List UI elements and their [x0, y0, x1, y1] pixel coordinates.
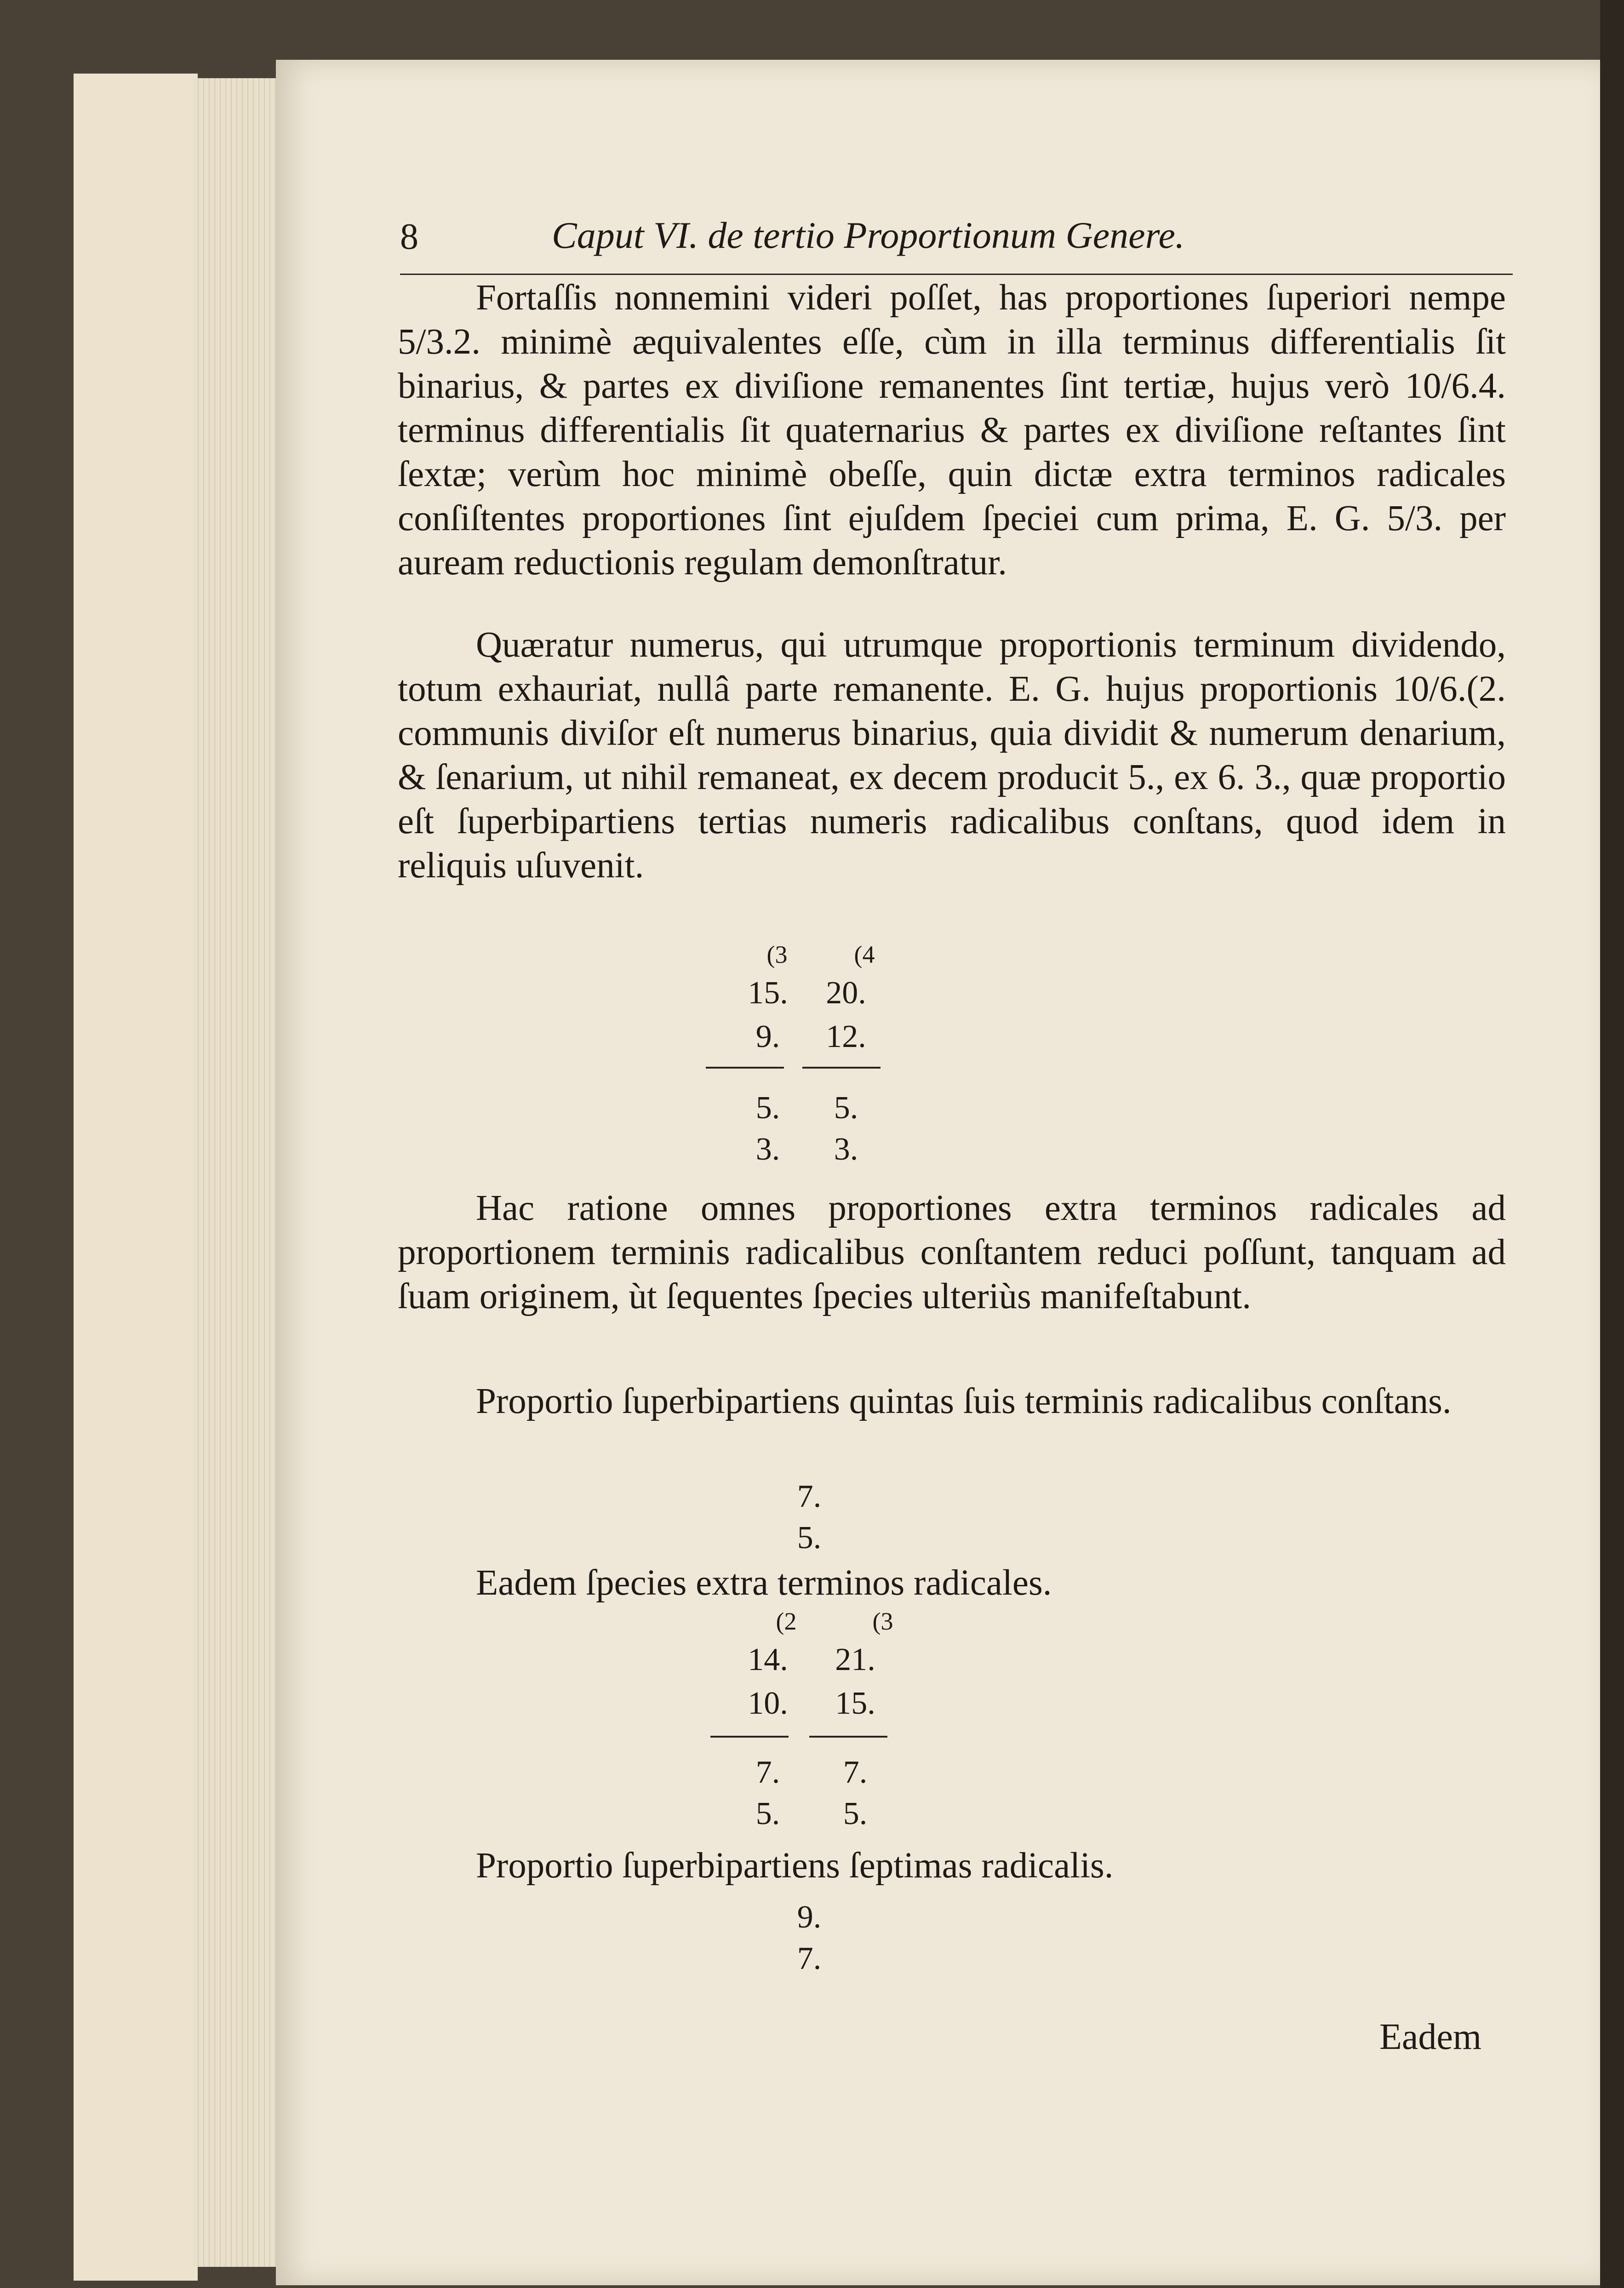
paragraph-3: Hac ratione omnes proportiones extra terminos radicales ad proportionem terminis radicalibus conſtantem reduci poſſunt, tanquam ad ſuam originem, ùt ſequentes ſpecies ulteriùs manifeſtabunt. [398, 1188, 1506, 1316]
fig3-col2-top: 21. [835, 1642, 875, 1677]
fig3-col1-result-top: 7. [755, 1755, 780, 1790]
paragraph-4: Proportio ſuperbipartiens quintas ſuis terminis radicalibus conſtans. [476, 1381, 1452, 1421]
fig1-col1-divisor: (3 [766, 941, 788, 968]
fig1-rule-1 [706, 1067, 784, 1069]
fig1-col1-top: 15. [748, 975, 788, 1011]
background-right [1600, 0, 1624, 2288]
fig1-rule-2 [802, 1067, 881, 1069]
paragraph-2: Quæratur numerus, qui utrumque proportionis terminum dividendo, totum exhauriat, nullâ parte remanente. E. G. hujus proportionis 10/6.(2. communis diviſor eſt numerus binarius, quia dividit & numerum denarium, & ſenarium, ut nihil remaneat, ex decem producit 5., ex 6. 3., quæ proportio eſt ſuperbipartiens tertias numeris radicalibus conſtans, quod idem in reliquis uſuvenit. [398, 625, 1506, 886]
paragraph-5: Eadem ſpecies extra terminos radicales. [476, 1563, 1052, 1603]
fig2-bottom: 5. [797, 1520, 822, 1556]
page-number: 8 [400, 217, 418, 257]
page-block-left [74, 74, 198, 2281]
fig1-col2-result-top: 5. [834, 1090, 858, 1126]
fig1-col2-result-bottom: 3. [834, 1132, 858, 1167]
fig3-col2-divisor: (3 [872, 1607, 893, 1635]
fig1-col1-result-bottom: 3. [755, 1132, 780, 1167]
paragraph-1: Fortaſſis nonnemini videri poſſet, has proportiones ſuperiori nempe 5/3.2. minimè æquivalentes eſſe, cùm in illa terminus differentialis ſit binarius, & partes ex diviſione remanentes ſint tertiæ, hujus verò 10/6.4. terminus differentialis ſit quaternarius & partes ex diviſione reſtantes ſint ſextæ; verùm hoc minimè obeſſe, quin dictæ extra terminos radicales conſiſtentes proportiones ſint ejuſdem ſpeciei cum prima, E. G. 5/3. per auream reductionis regulam demonſtratur. [398, 278, 1506, 583]
page-edges [193, 78, 285, 2267]
fig1-col2-divisor: (4 [854, 941, 875, 968]
fig3-col1-top: 14. [748, 1642, 788, 1677]
fig3-col1-bottom: 10. [748, 1686, 788, 1721]
fig1-col1-result-top: 5. [755, 1090, 780, 1126]
fig4-top: 9. [797, 1899, 822, 1935]
fig3-col2-result-top: 7. [843, 1755, 868, 1790]
catchword: Eadem [1379, 2017, 1482, 2057]
fig1-col2-bottom: 12. [826, 1019, 866, 1054]
fig1-col1-bottom: 9. [755, 1019, 780, 1054]
paragraph-6: Proportio ſuperbipartiens ſeptimas radicalis. [476, 1846, 1114, 1886]
header-rule [400, 274, 1513, 275]
running-title: Caput VI. de tertio Proportionum Genere. [552, 214, 1185, 256]
fig2-top: 7. [797, 1479, 822, 1514]
fig1-col2-top: 20. [826, 975, 866, 1011]
fig3-rule-1 [710, 1736, 789, 1738]
fig3-col2-bottom: 15. [835, 1686, 875, 1721]
fig3-col1-result-bottom: 5. [755, 1796, 780, 1831]
fig3-rule-2 [809, 1736, 887, 1738]
fig3-col1-divisor: (2 [776, 1607, 797, 1635]
fig3-col2-result-bottom: 5. [843, 1796, 868, 1831]
fig4-bottom: 7. [797, 1941, 822, 1976]
